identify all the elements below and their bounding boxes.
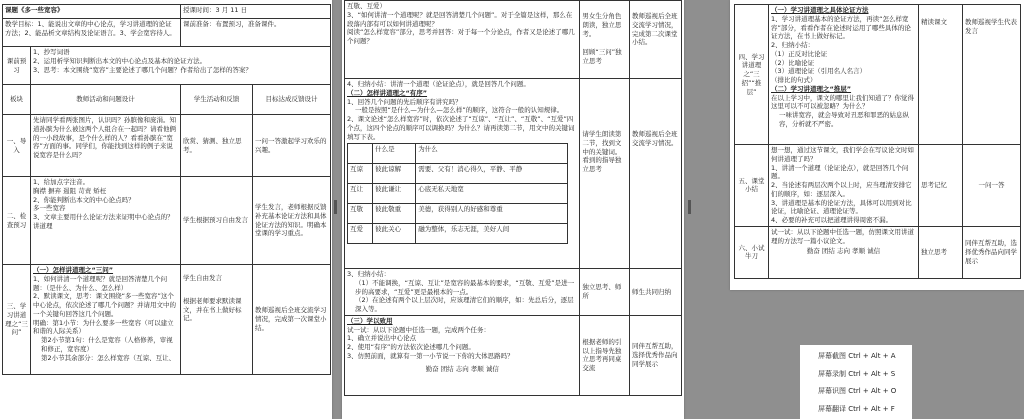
text-line: 3、“如何讲清一个道理呢？就是回答清楚几个问题”。对于全篇是这样，那么在段落内部有可以如何讲道理呢？ xyxy=(347,10,573,28)
text-line: 请学生朗读第二节，找到文中的关键词。 xyxy=(582,130,622,156)
text-line: 男女生分角色朗读，独立思考。 xyxy=(582,12,622,38)
keyword-cell: 互爱 xyxy=(348,224,373,244)
row-target: 学生发言，老师根据反馈补充基本论证方法和具体论证方法的知识。明确本堂课的学习重点。 xyxy=(253,177,331,265)
text-line: 教师巡视后全班交流学习情况，完成第二次课堂小结。 xyxy=(631,12,678,47)
row-student: 欣赏、猜测、独立思考。 xyxy=(181,115,253,177)
cell-summary-target: 师生共同归纳 xyxy=(629,269,681,316)
text-line: 想一想，通过这节课文，我们学会在写议论文时如何讲道理了吗？ xyxy=(771,146,914,163)
keyword-cell: 互敬 xyxy=(348,204,373,224)
document-page-2 xyxy=(342,0,684,419)
preview-item: 2、运用析学知识判断出本文的中心论点及基本的论证方法。 xyxy=(33,56,207,65)
text-line: 1、学习讲道理基本的论证方法，再读“怎么样宽容”部分，看看作者在论述时运用了哪些具体的论证方法，在书上做好标记。 xyxy=(771,14,911,41)
cell-part2-target xyxy=(629,79,681,269)
section-5-label: 五、课堂小结 xyxy=(735,145,769,227)
keyword-cell: 心底无私天地宽 xyxy=(416,184,568,204)
text-line: （一）学习讲道理之具体论证方法 xyxy=(771,6,869,14)
text-line: 一味讲宽容，就会导致对丑恶和罪恶的姑息纵容，分析就不严密。 xyxy=(779,111,909,128)
menu-item-screen-translate[interactable]: 屏幕翻译 Ctrl + Alt + F xyxy=(818,404,895,413)
section-6-student: 独立思考 xyxy=(919,226,963,278)
cell-part3 xyxy=(345,315,580,395)
text-line: 教师巡视后全班交流学习情况。 xyxy=(631,130,678,147)
row-teacher: 先请同学看两张图片，认识吗？孙膑像和庞涓。知道孙膑为什么被这两个人组合在一起吗？请看他俩的一小段故事，是个什么样的人？看看孙膑在“宽容”方面的事。同学们，你能找到这样的例子来说说宽容是什么吗？ xyxy=(31,115,181,177)
row-line: 1、如何讲清一个道理呢？就是回答清楚几个问题：（是什么、为什么、怎么样） xyxy=(33,274,168,292)
document-page-3 xyxy=(730,0,1024,290)
row-line: 2、你能判断出本文的中心论点吗？ xyxy=(33,195,135,204)
preview-item: 1、抄写词语 xyxy=(33,48,70,56)
text-line: 阅读“怎么样宽容”部分，思考并回答：对于每一个分论点，作者又是论述了哪几个问题？ xyxy=(347,28,575,46)
text-line: 4、归纳小结：讲清一个道理（论证论点），就是回答几个问题。 xyxy=(347,80,530,88)
row-line: 明确：第1小节：为什么要多一些宽容（可以建立和谐的人际关系） xyxy=(33,318,174,336)
text-line: （三）学以致用 xyxy=(347,316,393,325)
section-4-label: 四、学习讲道理之“三招”“推层” xyxy=(735,5,769,145)
section-6-content xyxy=(769,226,919,278)
keyword-cell: 彼此敬重 xyxy=(373,204,416,224)
text-line: 在以上学习中，课文的哪里让我们知道了？你觉得这里可以不可以被忽略？为什么？ xyxy=(771,93,914,111)
cell-part2-student xyxy=(580,79,630,269)
text-line: （1）不能调换，“互谅、互让”是宽容的最基本的要求，“互敬、互爱”是进一步的高要求，“互爱”更是最根本的一点。 xyxy=(355,278,575,296)
text-line: 1、确立并说出中心论点 xyxy=(347,334,417,343)
lesson-date: 授课时间：3 月 11 日 xyxy=(181,5,331,19)
text-line: （二）学习讲道理之“推层” xyxy=(771,84,852,93)
row-line: （一）怎样讲道理之“三问” xyxy=(33,266,114,274)
section-6-label: 六、小试牛刀 xyxy=(735,226,769,278)
section-4-student xyxy=(919,5,963,145)
keyword-cell: 彼此谅解 xyxy=(373,164,416,184)
row-line: 1、给加点字注音。 xyxy=(33,178,90,186)
text-line: 3、讲道理是基本的论证方法，具体可以用到对比论证，比喻论证、道理论证等。 xyxy=(771,198,912,216)
row-line: 3、文章主要用什么论证方法来证明中心论点的？ xyxy=(33,213,174,222)
cell-q3 xyxy=(345,1,580,79)
keyword-cell: 需要、父有！消心得久，平静、平静 xyxy=(416,164,568,184)
row-student xyxy=(181,265,253,375)
row-target: 一问一答激起学习欢乐的兴趣。 xyxy=(253,115,331,177)
text-line: 回顾“三问”独立思考 xyxy=(582,48,622,66)
text-line: （1）正反对比论证 xyxy=(771,49,828,58)
row-line: 讲道理 xyxy=(33,221,53,230)
text-line: （2）在论述有两个以上层次时，应该理清它们的顺序，如：先总后分，逐层深入等。 xyxy=(355,296,574,314)
preview-content xyxy=(31,47,331,85)
cell-q3-student xyxy=(580,1,630,79)
text-line: 3、仿照前面，就算有一第一小节说一下你的大体思路吗？ xyxy=(347,351,514,360)
row-section: 一、导入 xyxy=(3,115,31,177)
cell-q3-target xyxy=(629,1,681,79)
row-student: 学生根据预习自由发言 xyxy=(181,177,253,265)
document-page-1 xyxy=(0,0,332,419)
text-line: 精读课文 xyxy=(921,18,947,26)
section-5-content xyxy=(769,145,919,227)
text-line: 2、当论述有两层次两个以上时，应当理清安排它们的顺序，如：逐层深入。 xyxy=(771,181,912,198)
page-gutter-marker xyxy=(334,200,337,214)
row-student-line: 学生自由发言 xyxy=(183,274,222,282)
keyword-header: 什么是 xyxy=(373,144,416,164)
row-section: 三、学习讲道理之“三问” xyxy=(3,265,31,375)
lesson-prep: 课前准备：布置预习，准备课件。 xyxy=(181,19,331,47)
row-teacher xyxy=(31,177,181,265)
cell-summary xyxy=(345,269,580,316)
header-target: 目标达成反馈设计 xyxy=(253,85,331,115)
keyword-table xyxy=(347,143,568,244)
row-teacher xyxy=(31,265,181,375)
keyword-cell: 彼此谦让 xyxy=(373,184,416,204)
row-section: 二、检查预习 xyxy=(3,177,31,265)
keyword-cell: 彼此关心 xyxy=(373,224,416,244)
row-student-line: 根据老师要求默读课文，并在书上做好标记。 xyxy=(183,296,242,323)
header-teacher: 教师活动和问题设计 xyxy=(31,85,181,115)
menu-item-screenshot[interactable]: 屏幕截图 Ctrl + Alt + A xyxy=(818,352,896,360)
keyword-cell: 互让 xyxy=(348,184,373,204)
section-6-target: 同伴互帮互助，选择优秀作品向同学展示 xyxy=(963,226,1021,278)
lesson-plan-table-page-3 xyxy=(734,4,1021,279)
text-line: 1、回答几个问题的先后顺序有讲究吗？ xyxy=(347,97,462,106)
row-target: 教师巡视后全班交流学习情况，完成第一次课堂小结。 xyxy=(253,265,331,375)
lesson-plan-table-page-2 xyxy=(344,0,682,396)
page-gutter-marker xyxy=(688,200,691,214)
lesson-goals: 教学目标：1、能说出文章的中心论点，学习讲道理的论证方法；2、能品析文章结构及论证语言。3、学会宽容待人。 xyxy=(3,19,181,47)
text-line: 2、使用“有序”的方法依次论述哪几个问题。 xyxy=(347,343,475,352)
preview-label: 课前预习 xyxy=(3,47,31,85)
menu-item-screen-ocr[interactable]: 屏幕识图 Ctrl + Alt + O xyxy=(818,387,897,395)
row-line: 第2小节其余部分：怎么样宽容（互谅、互让、 xyxy=(41,353,176,362)
text-line: 试一试：从以下论题中任选一题，仿照课文用讲道理的方法写一篇小议论文。 xyxy=(771,227,914,245)
text-line: 2、归纳小结： xyxy=(771,41,815,50)
section-4-target xyxy=(963,5,1021,145)
text-line: 看到的指导独立思考 xyxy=(582,156,622,174)
preview-item: 3、思考：本文围绕“宽容”主要论述了哪几个问题？作者给出了怎样的答案？ xyxy=(33,65,252,74)
header-student: 学生活动和反馈 xyxy=(181,85,253,115)
text-line: 试一试：从以下论题中任选一题，完成两个任务： xyxy=(347,325,490,334)
cell-part2 xyxy=(345,79,580,269)
cell-part3-student: 根据老师的引以上指导先独立思考再同桌交流 xyxy=(580,315,630,395)
section-5-target: 一问一答 xyxy=(963,145,1021,227)
text-line: 教师巡视学生代表发言 xyxy=(965,18,1017,35)
section-5-student: 思考记忆 xyxy=(919,145,963,227)
text-line: （2）比喻论证 xyxy=(771,58,815,67)
keyword-header xyxy=(348,144,373,164)
row-line: 多一些宽容 xyxy=(33,204,66,213)
text-line: （二）怎样讲道理之“有序” xyxy=(347,88,428,97)
text-line: 一般是按照“是什么—为什么—怎么样”的顺序，这符合一般的认知规律。 xyxy=(355,106,564,115)
keyword-cell: 互谅 xyxy=(348,164,373,184)
menu-item-screen-record[interactable]: 屏幕录制 Ctrl + Alt + S xyxy=(818,369,896,378)
text-line: 2、课文论述“怎么样宽容”时，依次论述了“互谅”、“互让”、“互敬”、“互爱”四个点，这四个论点的顺序可以调换吗？为什么？请再读第二节，用文中的关键词填写下表。 xyxy=(347,115,575,141)
text-line: 3、归纳小结： xyxy=(347,270,391,278)
keyword-header: 为什么 xyxy=(416,144,568,164)
lesson-plan-table-page-1 xyxy=(2,4,331,375)
text-line: 勤奋 团结 志向 孝顺 诚信 xyxy=(425,364,499,373)
row-line: 胸襟 摒弃 遏阻 苛责 矫枉 xyxy=(33,186,107,195)
header-section: 板块 xyxy=(3,85,31,115)
text-line: 4、必要的补充可以把道理讲得周密不漏。 xyxy=(771,216,893,225)
text-line: （3）道理论证（引用名人名言） xyxy=(771,67,867,76)
keyword-cell: 美德，获得别人的好感和尊重 xyxy=(416,204,568,224)
text-line: 互敬、互爱） xyxy=(347,2,386,10)
row-line: 2、默读课文，思考：课文围绕“多一些宽容”这个中心论点，依次论述了哪几个问题？并请用文中的一个关键句回答这几个问题。 xyxy=(33,292,176,318)
row-line: 第2小节第1句：什么是宽容（人格修养，审视和修正，宽容度） xyxy=(41,336,173,353)
cell-part3-target: 同伴互帮互助，选择优秀作品向同学展示 xyxy=(629,315,681,395)
text-line: 勤奋 团结 志向 孝顺 诚信 xyxy=(806,247,881,256)
screenshot-shortcut-menu xyxy=(800,345,912,419)
text-line: （排比的句式） xyxy=(771,76,817,85)
section-4-content xyxy=(769,5,919,145)
text-line: 1、讲清一个道理（论证论点），就是回答几个问题。 xyxy=(771,163,909,181)
lesson-title: 课题《多一些宽容》 xyxy=(3,5,181,19)
cell-summary-student: 独立思考、师所 xyxy=(580,269,630,316)
keyword-cell: 融为整体，乐志无涯，美好人间 xyxy=(416,224,568,244)
